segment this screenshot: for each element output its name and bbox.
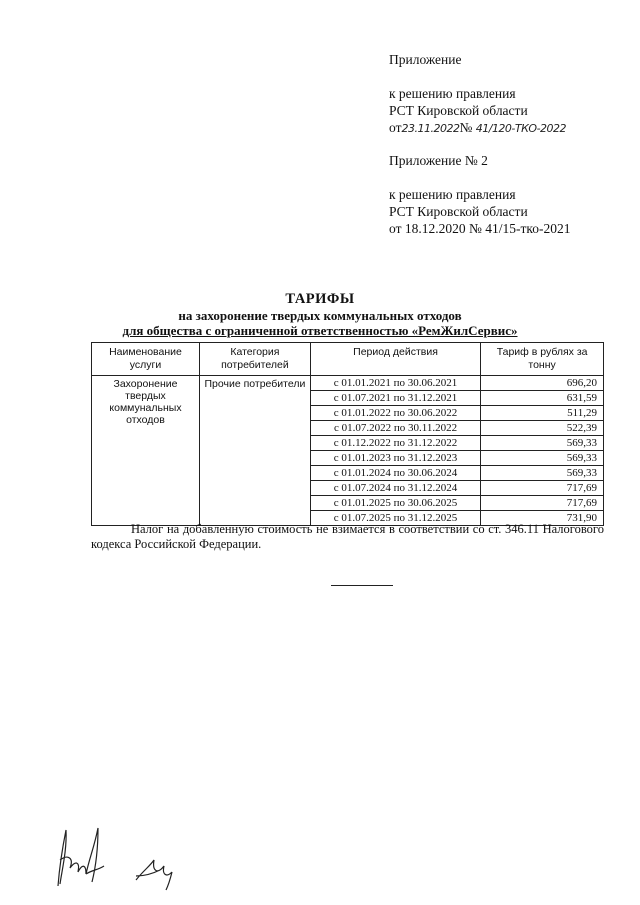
appendix2-title: Приложение № 2 — [389, 153, 488, 168]
appendix-reference — [389, 85, 566, 137]
period-cell: с 01.12.2022 по 31.12.2022 — [310, 436, 480, 451]
tariff-cell: 569,33 — [481, 451, 604, 466]
header-tariff: Тариф в рублях за тонну — [481, 343, 604, 376]
appendix2-block — [389, 152, 488, 169]
document-subtitle-company: для общества с ограниченной ответственностью «РемЖилСервис» — [122, 323, 518, 338]
tariff-cell: 717,69 — [481, 481, 604, 496]
table-header-row — [92, 343, 604, 376]
header-service: Наименование услуги — [92, 343, 200, 376]
document-heading — [0, 290, 640, 338]
appendix2-ref-line2: РСТ Кировской области — [389, 204, 528, 219]
vat-note — [91, 522, 604, 552]
tariff-cell: 522,39 — [481, 421, 604, 436]
period-cell: с 01.01.2023 по 31.12.2023 — [310, 451, 480, 466]
tariff-cell: 696,20 — [481, 376, 604, 391]
signature-icon — [40, 820, 200, 892]
appendix2-ref-line3: от 18.12.2020 № 41/15-тко-2021 — [389, 221, 571, 236]
tariff-cell: 731,90 — [481, 511, 604, 526]
table-row — [92, 376, 604, 391]
handwritten-date: 23.11.2022 — [401, 122, 460, 135]
appendix-title: Приложение — [389, 52, 462, 67]
tariff-table — [91, 342, 604, 526]
period-cell: с 01.01.2022 по 30.06.2022 — [310, 406, 480, 421]
appendix2-ref-line1: к решению правления — [389, 187, 516, 202]
tariff-cell: 569,33 — [481, 436, 604, 451]
document-subtitle: на захоронение твердых коммунальных отходов — [178, 308, 462, 323]
appendix2-reference — [389, 186, 571, 237]
period-cell: с 01.07.2021 по 31.12.2021 — [310, 391, 480, 406]
tariff-cell: 511,29 — [481, 406, 604, 421]
header-category: Категория потребителей — [199, 343, 310, 376]
tariff-cell: 717,69 — [481, 496, 604, 511]
period-cell: с 01.01.2025 по 30.06.2025 — [310, 496, 480, 511]
tariff-cell: 569,33 — [481, 466, 604, 481]
period-cell: с 01.07.2025 по 31.12.2025 — [310, 511, 480, 526]
appendix-ref-line2: РСТ Кировской области — [389, 103, 528, 118]
service-cell: Захоронение твердых коммунальных отходов — [92, 376, 200, 526]
ref-number-sign: № — [459, 120, 473, 135]
handwritten-number: 41/120-ТКО-2022 — [475, 122, 567, 135]
period-cell: с 01.01.2021 по 30.06.2021 — [310, 376, 480, 391]
vat-note-text: Налог на добавленную стоимость не взимается в соответствии со ст. 346.11 Налогового кодекса Российской Федерации. — [91, 522, 604, 551]
appendix-ref-line1: к решению правления — [389, 86, 516, 101]
category-cell: Прочие потребители — [199, 376, 310, 526]
period-cell: с 01.07.2024 по 31.12.2024 — [310, 481, 480, 496]
appendix-block — [389, 51, 461, 68]
document-title: ТАРИФЫ — [285, 291, 355, 307]
period-cell: с 01.01.2024 по 30.06.2024 — [310, 466, 480, 481]
tariff-cell: 631,59 — [481, 391, 604, 406]
ref-prefix: от — [389, 120, 402, 135]
period-cell: с 01.07.2022 по 30.11.2022 — [310, 421, 480, 436]
end-divider — [331, 585, 393, 586]
appendix-ref-line3 — [389, 119, 566, 137]
header-period: Период действия — [310, 343, 480, 376]
